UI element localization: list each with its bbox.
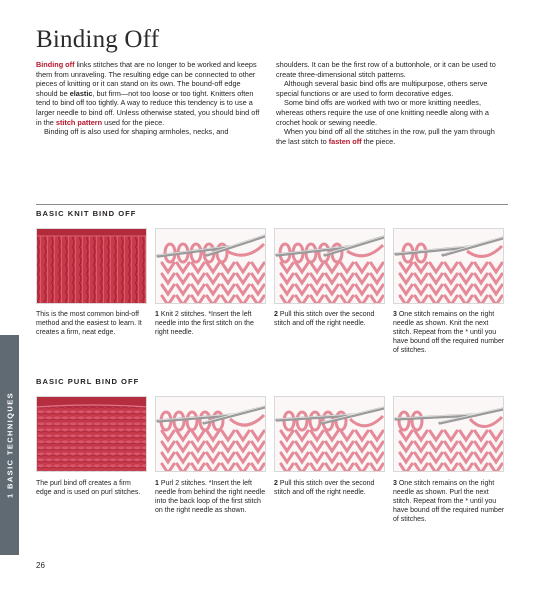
knit-step-3-illustration	[393, 228, 504, 304]
knit-fabric-swatch	[37, 229, 147, 304]
page-number: 26	[36, 561, 45, 570]
purl-fabric-swatch	[37, 397, 147, 472]
intro-paragraph-1: Binding off links stitches that are no longer to be worked and keeps them from unraveling. The resulting edge can be connected to other pieces of knitting or it can stand on its own. The bound-off edge should be elastic, but firm—not too loose or too tight. Knitters often tend to bind off too tightly. A way to reduce this tendency is to use a larger needle to bind off. Unless otherwise stated, you should bind off in the stitch pattern used for the piece.	[36, 60, 260, 127]
knit-edge-photo	[36, 228, 147, 304]
purl-caption-step-1: 1 Purl 2 stitches. *Insert the left needle from behind the right needle into the back loop of the first stitch on the right needle as shown.	[155, 480, 266, 514]
knit-caption-step-1: 1 Knit 2 stitches. *Insert the left needle into the first stitch on the right needle.	[155, 311, 254, 336]
knit-caption-step-3: 3 One stitch remains on the right needle as shown. Knit the next stitch. Repeat from the * until you have bound off the required number of stitches.	[393, 311, 505, 354]
purl-step-1-illustration	[155, 396, 266, 472]
page-title: Binding Off	[36, 26, 160, 53]
intro-paragraph-2: Binding off is also used for shaping armholes, necks, and	[44, 127, 229, 137]
purl-caption-step-2: 2 Pull this stitch over the second stitch and off the right needle.	[274, 480, 375, 496]
chapter-side-tab-label: 1 BASIC TECHNIQUES	[5, 391, 14, 499]
intro-paragraph-3: shoulders. It can be the first row of a buttonhole, or it can be used to create three-dimensional stitch patterns.	[276, 60, 496, 79]
purl-step-3-illustration	[393, 396, 504, 472]
purl-section-heading: BASIC PURL BIND OFF	[36, 377, 140, 386]
purl-step-3-drawing	[394, 397, 504, 472]
knit-step-2-illustration	[274, 228, 385, 304]
purl-caption-step-3: 3 One stitch remains on the right needle as shown. Purl the next stitch. Repeat from the * until you have bound off the required number of stitches.	[393, 480, 505, 523]
intro-paragraph-4: Although several basic bind offs are multipurpose, others serve special functions or are used to form decorative edges.	[276, 79, 488, 98]
intro-left-column	[36, 60, 264, 137]
knit-section-heading: BASIC KNIT BIND OFF	[36, 209, 137, 218]
purl-caption-intro: The purl bind off creates a firm edge and is used on purl stitches.	[36, 480, 141, 496]
knit-step-1-drawing	[156, 229, 266, 304]
purl-step-2-illustration	[274, 396, 385, 472]
knit-step-3-drawing	[394, 229, 504, 304]
intro-paragraph-5: Some bind offs are worked with two or more knitting needles, whereas others require the use of one knitting needle along with a crochet hook or sewing needle.	[276, 98, 489, 127]
purl-step-2-drawing	[275, 397, 385, 472]
intro-right-column	[276, 60, 506, 146]
purl-step-1-drawing	[156, 397, 266, 472]
knit-caption-intro: This is the most common bind-off method and the easiest to learn. It creates a firm, neat edge.	[36, 311, 142, 336]
intro-paragraph-6: When you bind off all the stitches in the row, pull the yarn through the last stitch to fasten off the piece.	[276, 127, 495, 146]
knit-caption-step-2: 2 Pull this stitch over the second stitch and off the right needle.	[274, 311, 375, 327]
knit-section-rule	[36, 204, 508, 205]
knit-step-1-illustration	[155, 228, 266, 304]
purl-edge-photo	[36, 396, 147, 472]
knit-step-2-drawing	[275, 229, 385, 304]
